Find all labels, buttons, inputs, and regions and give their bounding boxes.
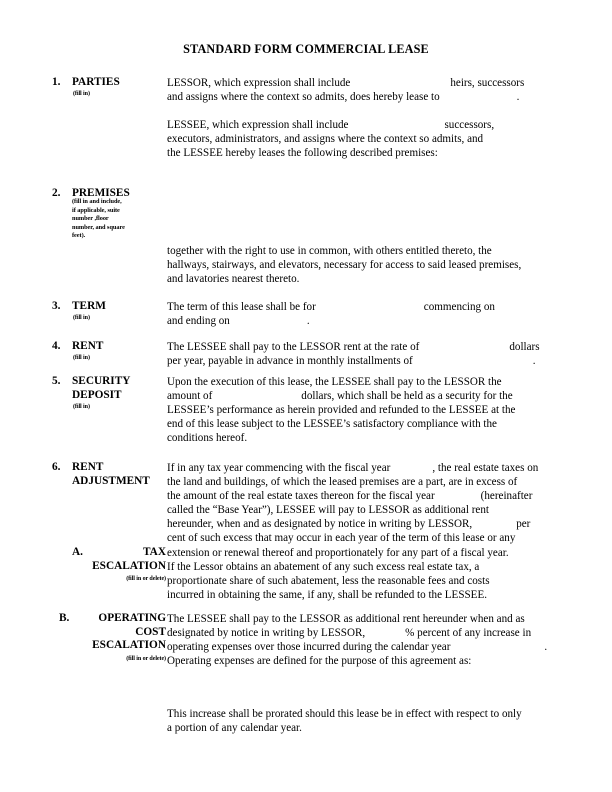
section-number: 1. xyxy=(52,76,61,88)
section-number: A. xyxy=(72,546,83,558)
paragraph-line xyxy=(167,300,567,314)
line-text: amount of xyxy=(167,390,213,403)
label-line: RENT xyxy=(72,461,104,473)
line-text: dollars, which shall be held as a security for the xyxy=(301,390,513,403)
line-text: designated by notice in writing by LESSOR, xyxy=(167,627,366,640)
paragraph-line: cent of such excess that may occur in each year of the term of this lease or any xyxy=(167,532,516,545)
fill-in-note xyxy=(72,198,166,241)
section-body-parties xyxy=(167,76,567,160)
line-text: LESSOR, which expression shall include xyxy=(167,77,351,89)
paragraph-line xyxy=(167,517,567,531)
line-text: dollars xyxy=(509,341,540,353)
line-text: the amount of the real estate taxes thereon for the fiscal year xyxy=(167,490,435,503)
line-text: operating expenses over those incurred during the calendar year xyxy=(167,641,451,654)
section-label: TERM xyxy=(72,300,106,312)
paragraph-line xyxy=(167,626,567,640)
line-text: (hereinafter xyxy=(480,490,533,503)
line-text: LESSEE, which expression shall include xyxy=(167,119,349,132)
paragraph-line xyxy=(167,90,567,104)
line-text: and ending on xyxy=(167,315,230,328)
section-body-tax-escalation xyxy=(167,560,567,602)
note-line: (fill in and include, xyxy=(72,198,122,205)
line-text: % percent of any increase in xyxy=(405,627,532,640)
line-text: and assigns where the context so admits, does hereby lease to xyxy=(167,91,440,104)
paragraph-line xyxy=(167,118,567,132)
section-number: 2. xyxy=(52,187,61,199)
fill-in-note: (fill in) xyxy=(73,355,90,361)
paragraph-line: called the “Base Year”), LESSEE will pay to LESSOR as additional rent xyxy=(167,504,489,517)
paragraph-line xyxy=(167,461,567,475)
paragraph-line: end of this lease subject to the LESSEE’s satisfactory compliance with the xyxy=(167,418,497,431)
paragraph-line: extension or renewal thereof and proportionately for any part of a fiscal year. xyxy=(167,546,509,559)
label-line: OPERATING xyxy=(98,612,166,624)
section-number: 5. xyxy=(52,375,61,387)
line-text: . xyxy=(306,315,310,328)
line-text: If in any tax year commencing with the fiscal year xyxy=(167,462,391,474)
fill-in-note: (fill in) xyxy=(73,404,90,410)
section-label: PREMISES xyxy=(72,187,130,199)
paragraph-line xyxy=(167,340,567,354)
section-label: PARTIES xyxy=(72,76,120,88)
section-body-premises xyxy=(167,244,567,286)
line-text: . xyxy=(532,355,536,368)
paragraph-line: the land and buildings, of which the leased premises are a part, are in excess of xyxy=(167,476,518,489)
section-label xyxy=(72,461,150,488)
label-line: SECURITY xyxy=(72,375,131,387)
paragraph-line: executors, administrators, and assigns where the context so admits, and xyxy=(167,133,484,146)
line-text: The term of this lease shall be for xyxy=(167,301,316,313)
section-body-rent-adjustment xyxy=(167,461,567,560)
fill-in-note: (fill in or delete) xyxy=(126,576,166,582)
section-label xyxy=(92,612,166,653)
paragraph-line: together with the right to use in common, with others entitled thereto, the xyxy=(167,245,492,257)
section-label xyxy=(72,375,130,402)
label-line: TAX xyxy=(142,546,166,558)
line-text: per year, payable in advance in monthly installments of xyxy=(167,355,413,368)
paragraph-line: and lavatories nearest thereto. xyxy=(167,273,300,286)
paragraph-line: hallways, stairways, and elevators, necessary for access to said leased premises, xyxy=(167,259,522,272)
paragraph-line xyxy=(167,354,567,368)
fill-in-note: (fill in or delete) xyxy=(126,656,166,662)
paragraph-line: Operating expenses are defined for the purpose of this agreement as: xyxy=(167,655,472,668)
section-number: 6. xyxy=(52,461,61,473)
label-line: ESCALATION xyxy=(92,639,166,651)
section-label xyxy=(92,546,166,573)
spacer-line xyxy=(167,104,567,118)
label-line: DEPOSIT xyxy=(72,388,122,401)
note-line: number ,floor xyxy=(72,215,109,223)
fill-in-note: (fill in) xyxy=(73,91,90,97)
paragraph-line: a portion of any calendar year. xyxy=(167,722,302,735)
line-text: , the real estate taxes on xyxy=(432,462,539,474)
paragraph-line xyxy=(167,640,567,654)
paragraph-line: Upon the execution of this lease, the LESSEE shall pay to the LESSOR the xyxy=(167,376,502,388)
note-line: number, and square xyxy=(72,223,125,231)
line-text: per xyxy=(516,518,531,531)
section-body-rent xyxy=(167,340,567,368)
section-label: RENT xyxy=(72,340,104,352)
paragraph-line: conditions hereof. xyxy=(167,432,248,445)
paragraph-line: the LESSEE hereby leases the following described premises: xyxy=(167,147,438,160)
paragraph-line xyxy=(167,314,567,328)
note-line: feet). xyxy=(72,232,86,240)
paragraph-line: This increase shall be prorated should this lease be in effect with respect to only xyxy=(167,708,522,720)
line-text: heirs, successors xyxy=(450,77,525,89)
fill-in-note: (fill in) xyxy=(73,315,90,321)
note-line: if applicable, suite xyxy=(72,206,120,214)
section-body-term xyxy=(167,300,567,328)
paragraph-line: proportionate share of such abatement, less the reasonable fees and costs xyxy=(167,575,490,588)
label-line: COST xyxy=(135,625,166,638)
line-text: hereunder, when and as designated by notice in writing by LESSOR, xyxy=(167,518,473,531)
line-text: commencing on xyxy=(423,301,495,313)
paragraph-line xyxy=(167,389,567,403)
section-number: 4. xyxy=(52,340,61,352)
section-number: B. xyxy=(59,612,70,624)
line-text: . xyxy=(544,641,548,654)
page-title: STANDARD FORM COMMERCIAL LEASE xyxy=(183,42,429,56)
paragraph-line: If the Lessor obtains an abatement of any such excess real estate tax, a xyxy=(167,561,480,573)
paragraph-line: The LESSEE shall pay to the LESSOR as additional rent hereunder when and as xyxy=(167,613,525,625)
line-text: . xyxy=(516,91,520,104)
section-body-proration-note xyxy=(167,707,567,735)
line-text: The LESSEE shall pay to the LESSOR rent at the rate of xyxy=(167,341,420,353)
label-line: ESCALATION xyxy=(92,559,166,572)
section-body-security-deposit xyxy=(167,375,567,445)
paragraph-line xyxy=(167,489,567,503)
section-number: 3. xyxy=(52,300,61,312)
label-line: ADJUSTMENT xyxy=(72,474,150,487)
section-body-operating-cost-escalation xyxy=(167,612,567,668)
line-text: successors, xyxy=(444,119,495,132)
paragraph-line: LESSEE’s performance as herein provided and refunded to the LESSEE at the xyxy=(167,404,516,417)
paragraph-line: incurred in obtaining the same, if any, shall be refunded to the LESSEE. xyxy=(167,589,487,602)
paragraph-line xyxy=(167,76,567,90)
